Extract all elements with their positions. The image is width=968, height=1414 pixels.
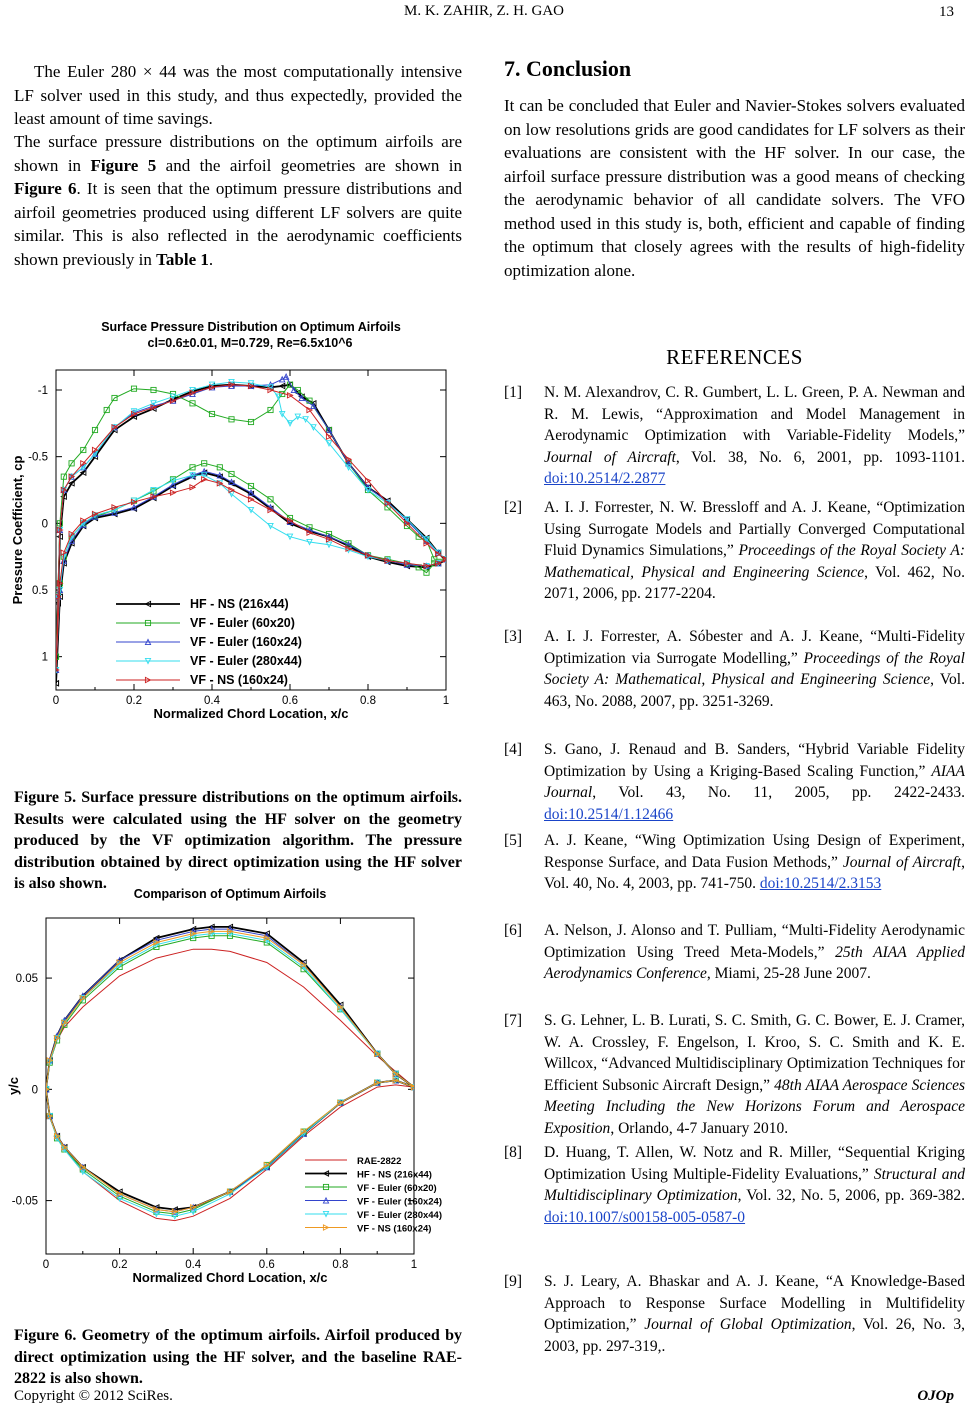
x-axis-label: Normalized Chord Location, x/c xyxy=(153,706,349,721)
table-ref-link[interactable]: Table 1 xyxy=(156,249,209,269)
reference-number: [1] xyxy=(504,384,523,401)
chart-title: Surface Pressure Distribution on Optimum Airfoils xyxy=(101,320,401,334)
y-tick-label: -0.5 xyxy=(28,451,48,464)
reference-item xyxy=(504,626,965,746)
reference-details: , Orlando, 4-7 January 2010. xyxy=(610,1119,789,1137)
reference-venue: AIAA Journal xyxy=(544,762,965,801)
reference-text xyxy=(544,1142,965,1228)
figure-5-caption: Figure 5. Surface pressure distributions on the optimum airfoils. Results were calculated using the HF solver on the geometry produced by the VF optimization algorithm. The pressure distribution obtained by direct optimization using the HF solver is also shown. xyxy=(14,789,462,892)
left-paragraph-1 xyxy=(14,60,462,131)
chart-legend xyxy=(116,597,302,687)
y-tick-label: 0 xyxy=(31,1084,38,1097)
series-line xyxy=(46,929,414,1089)
legend-label: VF - NS (160x24) xyxy=(190,673,288,687)
reference-number: [8] xyxy=(504,1144,523,1161)
series-line xyxy=(46,931,414,1089)
conclusion-paragraph: It can be concluded that Euler and Navier-Stokes solvers evaluated on low resolutions grids are good candidates for LF solvers as their evaluations are consistent with the HF solver. In our case, the airfoil surface pressure distribution was a good means of checking the aerodynamic behavior of all candidate solvers. The VFO method used in this study is, both, efficient and capable of finding the optimum that closely agrees with the results of high-fidelity optimization alone. xyxy=(504,96,965,280)
legend-label: VF - Euler (280x44) xyxy=(190,654,302,668)
reference-text xyxy=(544,920,965,985)
reference-number: [4] xyxy=(504,741,523,758)
x-tick-label: 0.2 xyxy=(111,1259,128,1271)
x-tick-label: 0.6 xyxy=(282,695,298,707)
legend-label: HF - NS (216x44) xyxy=(357,1169,432,1181)
reference-number: [9] xyxy=(504,1273,523,1290)
y-tick-label: -0.05 xyxy=(11,1195,38,1208)
figure-6-chart xyxy=(0,880,470,1300)
x-tick-label: 1 xyxy=(442,695,450,707)
reference-item xyxy=(504,497,965,617)
y-axis-label: Pressure Coefficient, cp xyxy=(10,455,25,605)
reference-details: , Vol. 32, No. 5, 2006, pp. 369-382. xyxy=(737,1187,965,1204)
legend-label: VF - Euler (160x24) xyxy=(357,1196,443,1208)
references-heading: REFERENCES xyxy=(666,345,803,369)
legend-label: VF - NS (160x24) xyxy=(357,1223,432,1235)
legend-label: VF - Euler (160x24) xyxy=(190,635,302,649)
paragraph-text: . xyxy=(208,249,214,269)
reference-number: [3] xyxy=(504,628,523,645)
x-tick-label: 1 xyxy=(410,1259,418,1271)
reference-number: [2] xyxy=(504,499,523,516)
y-tick-label: 0.5 xyxy=(32,585,48,597)
chart-legend xyxy=(305,1156,442,1235)
x-tick-label: 0.8 xyxy=(360,695,376,707)
legend-label: RAE-2822 xyxy=(357,1156,402,1167)
reference-number: [7] xyxy=(504,1012,523,1029)
reference-details: , Vol. 462, No. 2071, 2006, pp. 2177-2204. xyxy=(544,563,965,602)
reference-details: , Vol. 43, No. 11, 2005, pp. 2422-2433. xyxy=(592,784,965,801)
reference-venue: Journal of Aircraft xyxy=(544,448,676,466)
legend-label: VF - Euler (280x44) xyxy=(357,1210,443,1221)
x-axis-label: Normalized Chord Location, x/c xyxy=(132,1270,328,1285)
reference-item xyxy=(504,1142,965,1262)
reference-authors-title: S. G. Lehner, L. B. Lurati, S. C. Smith, G. C. Bower, E. J. Cramer, W. A. Crossley, F. Engelson, I. Kroo, S. C. Smith and K. E. Willcox, “Advanced Multidisciplinary Optimization Techniques for Efficient Subsonic Aircraft Design,” xyxy=(544,1012,965,1094)
reference-details: , Vol. 463, No. 2088, 2007, pp. 3251-3269. xyxy=(544,671,965,710)
reference-authors-title: D. Huang, T. Allen, W. Notz and R. Miller, “Sequential Kriging Optimization Using Multiple-Fidelity Evaluations,” xyxy=(544,1144,965,1183)
reference-venue: Journal of Global Optimization xyxy=(644,1316,852,1333)
reference-venue: Proceedings of the Royal Society A: Mathematical, Physical and Engineering Science xyxy=(544,649,965,688)
reference-number: [5] xyxy=(504,832,523,849)
figure-ref-link[interactable]: Figure 5 xyxy=(90,155,157,175)
reference-item xyxy=(504,382,965,502)
series-line xyxy=(46,936,414,1090)
paragraph-text: . It is seen that the optimum pressure distributions and airfoil geometries produced using different LF solvers are quite similar. This is also reflected in the aerodynamic coefficients shown previously in xyxy=(14,179,462,269)
series-line xyxy=(46,949,414,1089)
reference-authors-title: A. J. Keane, “Wing Optimization Using Design of Experiment, Response Surface, and Data Fusion Methods,” xyxy=(544,832,965,871)
chart-title: Comparison of Optimum Airfoils xyxy=(133,887,327,901)
x-tick-label: 0.8 xyxy=(332,1259,349,1271)
reference-authors-title: N. M. Alexandrov, C. R. Gumbert, L. L. Green, P. A. Newman and R. M. Lewis, “Approximation and Model Management in Aerodynamic Optimization with Variable-Fidelity Models,” xyxy=(544,384,965,444)
doi-link[interactable]: doi:10.2514/2.3153 xyxy=(759,875,882,892)
reference-authors-title: A. I. J. Forrester, A. Sóbester and A. J. Keane, “Multi-Fidelity Optimization via Surrogate Modelling,” xyxy=(544,628,965,667)
legend-label: VF - Euler (60x20) xyxy=(190,616,295,630)
footer-journal: OJOp xyxy=(917,1388,954,1404)
y-tick-label: -1 xyxy=(37,385,48,397)
reference-text xyxy=(544,382,965,490)
doi-link[interactable]: doi:10.1007/s00158-005-0587-0 xyxy=(544,1208,746,1226)
reference-text xyxy=(544,1010,965,1139)
left-paragraph-2 xyxy=(14,130,462,271)
reference-venue: Journal of Aircraft xyxy=(842,853,962,871)
legend-label: VF - Euler (60x20) xyxy=(357,1183,437,1194)
legend-label: HF - NS (216x44) xyxy=(190,597,289,611)
x-tick-label: 0 xyxy=(52,695,60,707)
reference-details: , Vol. 26, No. 3, 2003, pp. 297-319,. xyxy=(544,1316,965,1355)
section-title: 7. Conclusion xyxy=(504,56,632,81)
page-number: 13 xyxy=(939,4,954,20)
footer-copyright: Copyright © 2012 SciRes. xyxy=(14,1388,173,1404)
x-tick-label: 0.6 xyxy=(258,1259,275,1271)
reference-venue: Proceedings of the Royal Society A: Mathematical, Physical and Engineering Science xyxy=(544,542,966,581)
reference-item xyxy=(504,1010,965,1137)
series-line xyxy=(46,934,414,1090)
reference-venue: Structural and Multidisciplinary Optimization xyxy=(544,1165,965,1204)
reference-details: , Miami, 25-28 June 2007. xyxy=(706,965,871,982)
figure-ref-link[interactable]: Figure 6 xyxy=(14,179,77,198)
paragraph-text: The surface pressure distributions on the optimum airfoils are shown in xyxy=(14,132,462,175)
reference-text xyxy=(544,1271,965,1357)
y-tick-label: 0.05 xyxy=(15,973,38,986)
paragraph-text: The Euler 280 × 44 was the most computationally intensive LF solver used in this study, and thus expectedly, provided the least amount of time savings. xyxy=(14,62,462,128)
x-tick-label: 0.4 xyxy=(185,1259,202,1271)
header-authors: M. K. ZAHIR, Z. H. GAO xyxy=(404,3,564,19)
reference-number: [6] xyxy=(504,922,523,939)
y-tick-label: 1 xyxy=(41,651,48,664)
reference-details: , Vol. 38, No. 6, 2001, pp. 1093-1101. xyxy=(675,448,965,466)
reference-text xyxy=(544,626,965,712)
reference-text xyxy=(544,739,965,825)
reference-authors-title: A. I. J. Forrester, N. W. Bressloff and A. J. Keane, “Optimization Using Surrogate Models and Partially Converged Computational Fluid Dynamics Simulations,” xyxy=(544,499,965,559)
x-tick-label: 0.4 xyxy=(204,695,220,707)
doi-link[interactable]: doi:10.2514/2.2877 xyxy=(544,470,666,487)
chart-subtitle: cl=0.6±0.01, M=0.729, Re=6.5x10^6 xyxy=(147,336,353,350)
x-tick-label: 0 xyxy=(42,1259,50,1271)
y-tick-label: 0 xyxy=(41,518,48,531)
running-header xyxy=(0,3,968,20)
reference-item xyxy=(504,1271,965,1391)
figure-5-chart xyxy=(0,312,470,782)
reference-venue: 25th AIAA Applied Aerodynamics Conference xyxy=(544,943,965,982)
doi-link[interactable]: doi:10.2514/1.12466 xyxy=(544,805,674,823)
reference-venue: 48th AIAA Aerospace Sciences Meeting Including the New Horizons Forum and Aerospace Exposition xyxy=(544,1076,965,1137)
reference-authors-title: S. J. Leary, A. Bhaskar and A. J. Keane, “A Knowledge-Based Approach to Response Surface Modelling in Multifidelity Optimization,” xyxy=(544,1273,965,1333)
reference-authors-title: A. Nelson, J. Alonso and T. Pulliam, “Multi-Fidelity Aerodynamic Optimization Using Treed Meta-Models,” xyxy=(544,922,965,961)
reference-text xyxy=(544,830,965,895)
reference-details: , Vol. 40, No. 4, 2003, pp. 741-750. xyxy=(544,853,965,892)
y-axis-label: y/c xyxy=(6,1076,21,1096)
paragraph-text: and the airfoil geometries are shown in xyxy=(156,155,462,175)
x-tick-label: 0.2 xyxy=(126,695,142,707)
reference-authors-title: S. Gano, J. Renaud and B. Sanders, “Hybrid Variable Fidelity Optimization by Using a Kriging-Based Scaling Function,” xyxy=(544,741,965,780)
figure-6-caption: Figure 6. Geometry of the optimum airfoils. Airfoil produced by direct optimization using the HF solver, and the baseline RAE-2822 is also shown. xyxy=(14,1327,462,1387)
reference-text xyxy=(544,497,965,605)
